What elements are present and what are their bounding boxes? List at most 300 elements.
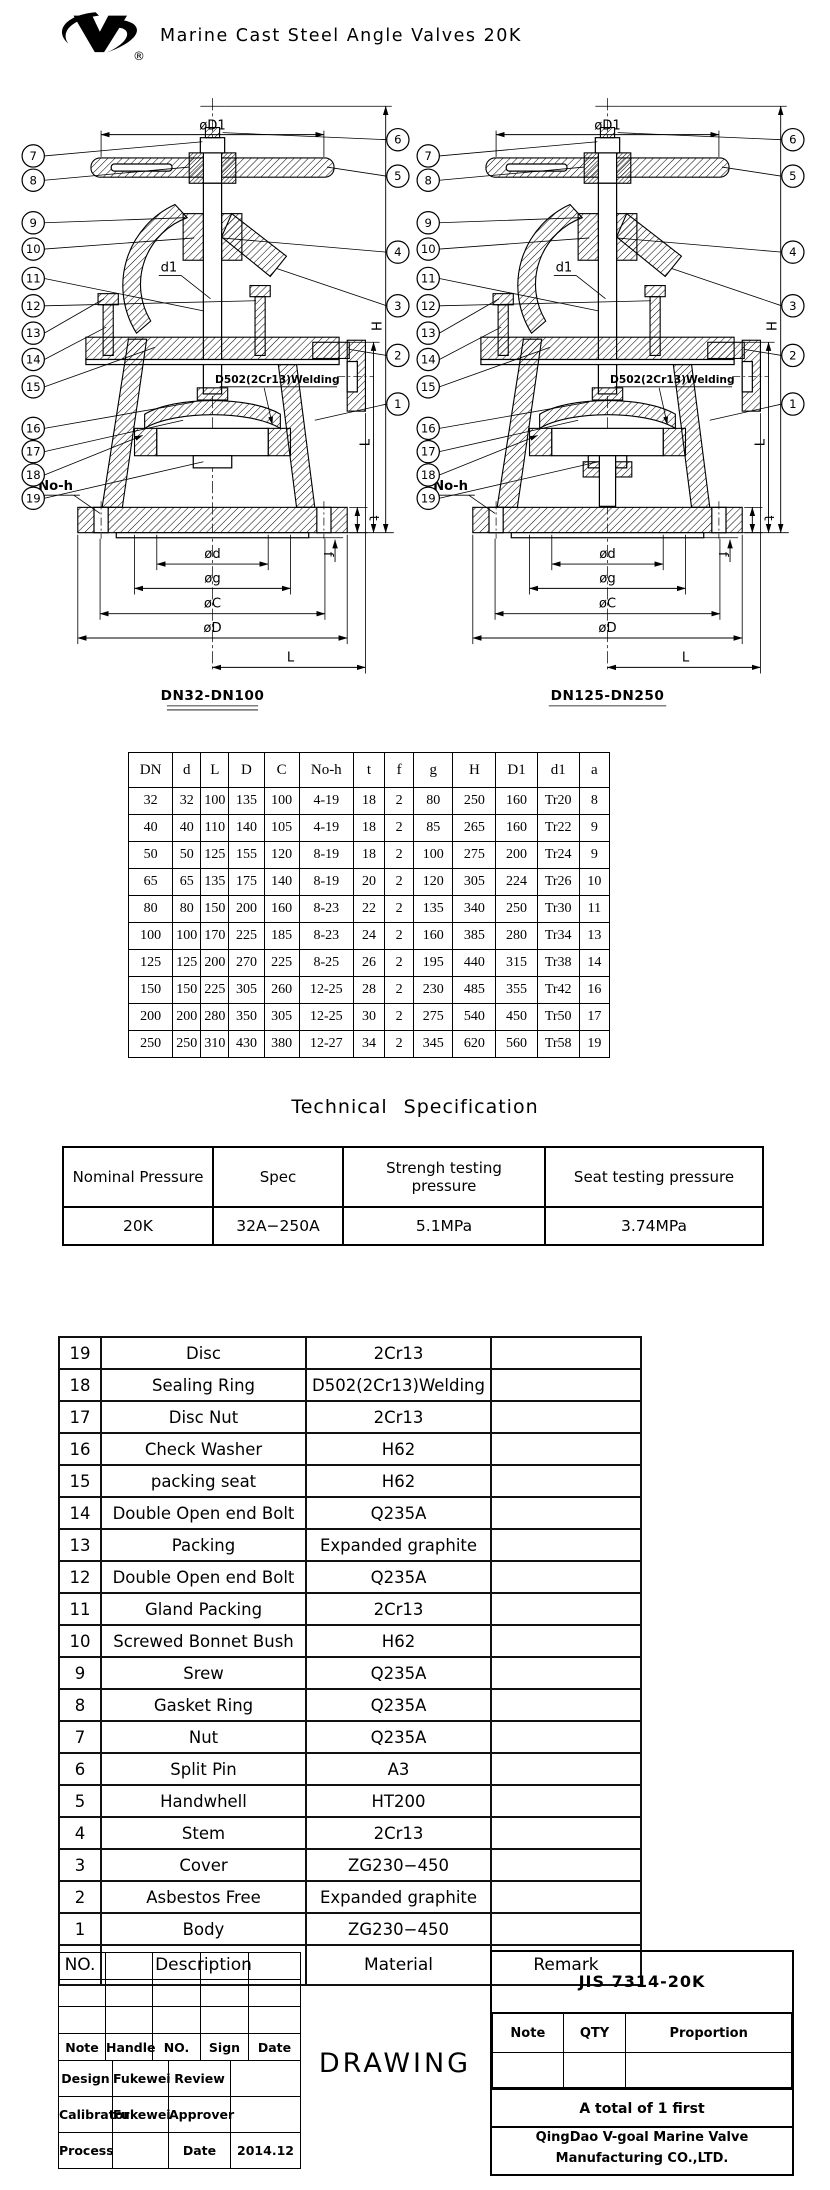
table-cell: d xyxy=(173,753,201,788)
table-cell: 32 xyxy=(173,788,201,815)
table-cell: 32A−250A xyxy=(213,1207,343,1245)
parts-list-table xyxy=(58,1336,642,1986)
table-row xyxy=(129,896,610,923)
table-cell: 32 xyxy=(129,788,173,815)
table-cell: 85 xyxy=(414,815,453,842)
table-cell: 200 xyxy=(201,950,229,977)
table-cell: 20 xyxy=(353,869,384,896)
table-cell: 305 xyxy=(229,977,264,1004)
table-cell: 16 xyxy=(579,977,609,1004)
table-cell: Tr22 xyxy=(537,815,579,842)
table-cell xyxy=(563,2053,626,2088)
table-cell xyxy=(491,1433,641,1465)
table-cell: 305 xyxy=(453,869,496,896)
table-cell: 9 xyxy=(579,842,609,869)
company-name xyxy=(492,2126,792,2174)
table-cell: 170 xyxy=(201,923,229,950)
table-cell: 1 xyxy=(59,1913,101,1945)
table-cell: Process xyxy=(59,2132,113,2168)
table-cell: 65 xyxy=(129,869,173,896)
table-cell: 8 xyxy=(579,788,609,815)
table-row xyxy=(129,842,610,869)
table-cell xyxy=(59,1953,106,1980)
table-cell: 5.1MPa xyxy=(343,1207,545,1245)
table-cell: C xyxy=(264,753,299,788)
table-cell: 2Cr13 xyxy=(306,1401,491,1433)
table-cell: D502(2Cr13)Welding xyxy=(306,1369,491,1401)
table-row xyxy=(59,1913,641,1945)
table-cell: 80 xyxy=(129,896,173,923)
table-cell: 8-19 xyxy=(299,842,353,869)
table-cell: 11 xyxy=(59,1593,101,1625)
table-cell: 8 xyxy=(59,1689,101,1721)
table-cell: 200 xyxy=(129,1004,173,1031)
table-cell: Date xyxy=(249,2034,301,2061)
table-cell: 40 xyxy=(129,815,173,842)
table-cell: 2 xyxy=(385,1004,414,1031)
drawing-word: DRAWING xyxy=(318,2048,472,2079)
table-cell: Cover xyxy=(101,1849,306,1881)
table-cell: 150 xyxy=(201,896,229,923)
title-block-header-row xyxy=(59,2034,301,2061)
table-cell xyxy=(153,2007,201,2034)
table-cell: QTY xyxy=(563,2013,626,2053)
table-cell xyxy=(493,2053,564,2088)
table-cell: Check Washer xyxy=(101,1433,306,1465)
table-cell: H62 xyxy=(306,1625,491,1657)
table-cell: 18 xyxy=(353,788,384,815)
table-row xyxy=(59,1369,641,1401)
table-row xyxy=(59,1849,641,1881)
table-cell: 50 xyxy=(129,842,173,869)
table-cell: 2Cr13 xyxy=(306,1593,491,1625)
table-cell xyxy=(201,2007,249,2034)
table-cell: Handle xyxy=(106,2034,153,2061)
table-cell: 3.74MPa xyxy=(545,1207,763,1245)
table-cell: Tr26 xyxy=(537,869,579,896)
table-row xyxy=(59,1497,641,1529)
table-cell: 12-25 xyxy=(299,1004,353,1031)
table-cell: 485 xyxy=(453,977,496,1004)
table-cell xyxy=(491,1689,641,1721)
table-cell: 100 xyxy=(264,788,299,815)
table-row xyxy=(59,1953,301,1980)
table-cell: 200 xyxy=(496,842,537,869)
table-cell: NO. xyxy=(153,2034,201,2061)
table-cell: packing seat xyxy=(101,1465,306,1497)
table-cell: 19 xyxy=(59,1337,101,1369)
table-cell: Q235A xyxy=(306,1689,491,1721)
table-cell: 2 xyxy=(385,815,414,842)
table-cell: Tr24 xyxy=(537,842,579,869)
table-cell: 12-27 xyxy=(299,1031,353,1058)
table-row xyxy=(129,1031,610,1058)
valve-drawing-dn32-dn100 xyxy=(22,98,409,673)
table-cell xyxy=(491,1849,641,1881)
table-cell: 6 xyxy=(59,1753,101,1785)
table-cell: 8-25 xyxy=(299,950,353,977)
table-cell: 175 xyxy=(229,869,264,896)
table-row xyxy=(59,1881,641,1913)
table-row xyxy=(129,788,610,815)
table-cell: f xyxy=(385,753,414,788)
table-cell: 28 xyxy=(353,977,384,1004)
table-cell: 540 xyxy=(453,1004,496,1031)
table-cell: 310 xyxy=(201,1031,229,1058)
table-cell: Remark xyxy=(491,1945,641,1985)
valve-drawings xyxy=(15,86,805,714)
title-block-empty-rows xyxy=(59,1953,301,2034)
table-cell: Srew xyxy=(101,1657,306,1689)
table-cell: Expanded graphite xyxy=(306,1881,491,1913)
table-cell: 350 xyxy=(229,1004,264,1031)
table-cell: Tr50 xyxy=(537,1004,579,1031)
table-cell: 315 xyxy=(496,950,537,977)
table-cell xyxy=(491,1529,641,1561)
table-cell: 19 xyxy=(579,1031,609,1058)
table-cell: 250 xyxy=(129,1031,173,1058)
table-cell: 200 xyxy=(229,896,264,923)
table-cell: Nut xyxy=(101,1721,306,1753)
table-row xyxy=(59,2096,301,2132)
table-cell: H62 xyxy=(306,1465,491,1497)
table-cell: 195 xyxy=(414,950,453,977)
table-cell: 4-19 xyxy=(299,815,353,842)
table-cell: 22 xyxy=(353,896,384,923)
table-cell: 2Cr13 xyxy=(306,1817,491,1849)
table-cell: 80 xyxy=(414,788,453,815)
table-cell: Body xyxy=(101,1913,306,1945)
table-cell: 100 xyxy=(201,788,229,815)
table-cell: Q235A xyxy=(306,1497,491,1529)
table-cell xyxy=(249,1953,301,1980)
table-cell xyxy=(491,1913,641,1945)
table-cell: t xyxy=(353,753,384,788)
table-cell: 15 xyxy=(59,1465,101,1497)
table-cell: 2 xyxy=(385,896,414,923)
table-cell: 65 xyxy=(173,869,201,896)
table-cell: Proportion xyxy=(626,2013,792,2053)
sheet-total: A total of 1 first xyxy=(492,2088,792,2126)
table-row xyxy=(59,1593,641,1625)
table-cell: 2Cr13 xyxy=(306,1337,491,1369)
table-cell: 2 xyxy=(385,1031,414,1058)
table-row xyxy=(59,1817,641,1849)
title-block-signature-grid xyxy=(58,1952,301,2061)
table-row xyxy=(129,977,610,1004)
table-cell: 12 xyxy=(59,1561,101,1593)
table-cell: 100 xyxy=(173,923,201,950)
table-cell: 250 xyxy=(173,1031,201,1058)
table-cell: 34 xyxy=(353,1031,384,1058)
table-cell xyxy=(153,1980,201,2007)
table-row xyxy=(59,1401,641,1433)
table-cell: 185 xyxy=(264,923,299,950)
table-cell xyxy=(491,1369,641,1401)
table-cell: 30 xyxy=(353,1004,384,1031)
table-row xyxy=(59,1657,641,1689)
table-cell: 280 xyxy=(201,1004,229,1031)
table-cell: 2 xyxy=(385,788,414,815)
table-cell: 17 xyxy=(579,1004,609,1031)
table-cell: A3 xyxy=(306,1753,491,1785)
table-cell: 14 xyxy=(579,950,609,977)
technical-specification-table xyxy=(62,1146,764,1246)
table-cell xyxy=(491,1721,641,1753)
table-cell: H62 xyxy=(306,1433,491,1465)
table-row xyxy=(59,2132,301,2168)
table-cell: Tr58 xyxy=(537,1031,579,1058)
table-cell: 225 xyxy=(229,923,264,950)
table-cell: Handwhell xyxy=(101,1785,306,1817)
page-title: Marine Cast Steel Angle Valves 20K xyxy=(160,26,522,46)
table-cell: Disc xyxy=(101,1337,306,1369)
table-row xyxy=(59,2060,301,2096)
table-cell: 380 xyxy=(264,1031,299,1058)
table-cell: g xyxy=(414,753,453,788)
table-cell: 4-19 xyxy=(299,788,353,815)
table-cell: 7 xyxy=(59,1721,101,1753)
table-cell: 3 xyxy=(59,1849,101,1881)
table-row xyxy=(59,1337,641,1369)
table-cell: 225 xyxy=(201,977,229,1004)
table-cell xyxy=(491,1753,641,1785)
table-cell: 125 xyxy=(173,950,201,977)
table-cell xyxy=(491,1401,641,1433)
table-cell: 2 xyxy=(385,977,414,1004)
table-cell xyxy=(106,1953,153,1980)
table-cell: 120 xyxy=(264,842,299,869)
table-cell: 2 xyxy=(385,842,414,869)
table-cell: No-h xyxy=(299,753,353,788)
table-cell: 160 xyxy=(496,788,537,815)
table-cell: 100 xyxy=(414,842,453,869)
table-cell: Fukewei xyxy=(113,2096,169,2132)
table-cell: 250 xyxy=(496,896,537,923)
table-cell: Asbestos Free xyxy=(101,1881,306,1913)
table-cell: 18 xyxy=(353,815,384,842)
table-cell: 10 xyxy=(579,869,609,896)
table-cell: 2 xyxy=(385,950,414,977)
table-cell: 620 xyxy=(453,1031,496,1058)
table-cell: 110 xyxy=(201,815,229,842)
table-cell: Gland Packing xyxy=(101,1593,306,1625)
table-row xyxy=(129,815,610,842)
table-cell: 2014.12 xyxy=(231,2132,301,2168)
table-cell: 135 xyxy=(229,788,264,815)
table-cell: 160 xyxy=(496,815,537,842)
dimension-table-body xyxy=(129,788,610,1058)
table-cell: Note xyxy=(493,2013,564,2053)
table-cell: d1 xyxy=(537,753,579,788)
table-cell: 230 xyxy=(414,977,453,1004)
table-cell: NO. xyxy=(59,1945,101,1985)
table-cell: 224 xyxy=(496,869,537,896)
title-block-right xyxy=(490,1950,794,2176)
table-cell: Gasket Ring xyxy=(101,1689,306,1721)
title-block-role-rows xyxy=(59,2060,301,2168)
table-cell: Tr34 xyxy=(537,923,579,950)
table-cell: Double Open end Bolt xyxy=(101,1497,306,1529)
table-cell xyxy=(491,1497,641,1529)
table-cell: 265 xyxy=(453,815,496,842)
table-cell xyxy=(106,2007,153,2034)
table-cell xyxy=(249,2007,301,2034)
table-cell: 18 xyxy=(59,1369,101,1401)
table-cell: 18 xyxy=(353,842,384,869)
table-row xyxy=(59,1465,641,1497)
table-row xyxy=(59,1689,641,1721)
table-cell xyxy=(231,2060,301,2096)
company-name-line1: QingDao V-goal Marine Valve xyxy=(535,2130,749,2145)
table-cell xyxy=(113,2132,169,2168)
table-cell: Date xyxy=(169,2132,231,2168)
table-cell xyxy=(491,1817,641,1849)
table-cell xyxy=(491,1337,641,1369)
table-cell xyxy=(626,2053,792,2088)
table-cell: Description xyxy=(101,1945,306,1985)
table-cell: 24 xyxy=(353,923,384,950)
table-cell: Q235A xyxy=(306,1721,491,1753)
table-cell: Split Pin xyxy=(101,1753,306,1785)
table-cell: 200 xyxy=(173,1004,201,1031)
table-cell: 16 xyxy=(59,1433,101,1465)
table-cell: 5 xyxy=(59,1785,101,1817)
table-cell: 80 xyxy=(173,896,201,923)
table-cell: ZG230−450 xyxy=(306,1913,491,1945)
table-cell: Tr20 xyxy=(537,788,579,815)
table-cell: Sealing Ring xyxy=(101,1369,306,1401)
table-row xyxy=(129,869,610,896)
table-cell xyxy=(231,2096,301,2132)
table-cell: 10 xyxy=(59,1625,101,1657)
table-cell: Sign xyxy=(201,2034,249,2061)
table-row xyxy=(129,950,610,977)
table-cell: Approver xyxy=(169,2096,231,2132)
table-cell: 160 xyxy=(264,896,299,923)
table-cell: 13 xyxy=(59,1529,101,1561)
table-cell: Strengh testing pressure xyxy=(343,1147,545,1207)
table-cell: 8-19 xyxy=(299,869,353,896)
table-cell: 385 xyxy=(453,923,496,950)
guided-disc-stem xyxy=(583,456,632,507)
spec-table-header xyxy=(63,1147,763,1207)
table-cell: 260 xyxy=(264,977,299,1004)
table-cell: 9 xyxy=(59,1657,101,1689)
table-cell: 2 xyxy=(385,869,414,896)
table-cell: 8-23 xyxy=(299,923,353,950)
table-cell: Seat testing pressure xyxy=(545,1147,763,1207)
table-cell: 9 xyxy=(579,815,609,842)
valve-drawing-dn125-dn250 xyxy=(417,98,804,673)
table-cell: 280 xyxy=(496,923,537,950)
table-cell: Review xyxy=(169,2060,231,2096)
table-cell xyxy=(491,1785,641,1817)
company-name-line2: Manufacturing CO.,LTD. xyxy=(555,2150,729,2166)
table-cell: 140 xyxy=(264,869,299,896)
technical-specification-heading: Technical Specification xyxy=(291,1096,539,1118)
table-cell: 12-25 xyxy=(299,977,353,1004)
table-cell: Nominal Pressure xyxy=(63,1147,213,1207)
table-cell xyxy=(153,1953,201,1980)
table-cell: 270 xyxy=(229,950,264,977)
vgoal-logo-icon xyxy=(48,6,150,66)
table-cell xyxy=(59,2007,106,2034)
table-cell: Screwed Bonnet Bush xyxy=(101,1625,306,1657)
table-cell: 125 xyxy=(129,950,173,977)
table-cell: Tr42 xyxy=(537,977,579,1004)
title-block-roles-grid xyxy=(58,2060,301,2169)
table-cell xyxy=(59,1980,106,2007)
spec-table-values xyxy=(63,1207,763,1245)
table-cell: HT200 xyxy=(306,1785,491,1817)
dimension-table-header xyxy=(129,753,610,788)
table-cell: 4 xyxy=(59,1817,101,1849)
table-cell: 250 xyxy=(453,788,496,815)
table-cell: 340 xyxy=(453,896,496,923)
qty-proportion-grid xyxy=(492,2012,792,2088)
table-cell: Tr30 xyxy=(537,896,579,923)
table-cell: 305 xyxy=(264,1004,299,1031)
standard-designation: JIS 7314-20K xyxy=(578,1972,706,1991)
table-cell: 450 xyxy=(496,1004,537,1031)
table-cell: H xyxy=(453,753,496,788)
parts-list-body xyxy=(59,1337,641,1945)
table-row xyxy=(59,1721,641,1753)
table-cell xyxy=(491,1881,641,1913)
registered-mark: ® xyxy=(133,48,145,63)
table-cell: 125 xyxy=(201,842,229,869)
qty-proportion-values xyxy=(493,2053,792,2088)
table-cell: Stem xyxy=(101,1817,306,1849)
table-cell: ZG230−450 xyxy=(306,1849,491,1881)
table-row xyxy=(59,1753,641,1785)
table-cell: 225 xyxy=(264,950,299,977)
table-cell: 135 xyxy=(414,896,453,923)
table-cell: 150 xyxy=(129,977,173,1004)
table-cell: 440 xyxy=(453,950,496,977)
table-cell: 100 xyxy=(129,923,173,950)
table-cell: 8-23 xyxy=(299,896,353,923)
table-cell: Packing xyxy=(101,1529,306,1561)
table-cell xyxy=(491,1593,641,1625)
dimension-table xyxy=(128,752,610,1058)
table-cell xyxy=(491,1657,641,1689)
table-cell: 120 xyxy=(414,869,453,896)
table-cell: 140 xyxy=(229,815,264,842)
table-cell: 50 xyxy=(173,842,201,869)
table-cell: Material xyxy=(306,1945,491,1985)
table-cell: D1 xyxy=(496,753,537,788)
table-cell: Design xyxy=(59,2060,113,2096)
table-cell xyxy=(491,1465,641,1497)
table-cell: 17 xyxy=(59,1401,101,1433)
table-cell: Note xyxy=(59,2034,106,2061)
table-cell: 275 xyxy=(453,842,496,869)
table-cell: Fukewei xyxy=(113,2060,169,2096)
table-cell: DN xyxy=(129,753,173,788)
table-row xyxy=(129,1004,610,1031)
table-cell xyxy=(249,1980,301,2007)
table-row xyxy=(59,1980,301,2007)
table-cell: 11 xyxy=(579,896,609,923)
table-cell: Q235A xyxy=(306,1657,491,1689)
table-cell: 135 xyxy=(201,869,229,896)
table-cell: 14 xyxy=(59,1497,101,1529)
table-row xyxy=(59,1785,641,1817)
table-cell xyxy=(491,1625,641,1657)
table-cell: 355 xyxy=(496,977,537,1004)
